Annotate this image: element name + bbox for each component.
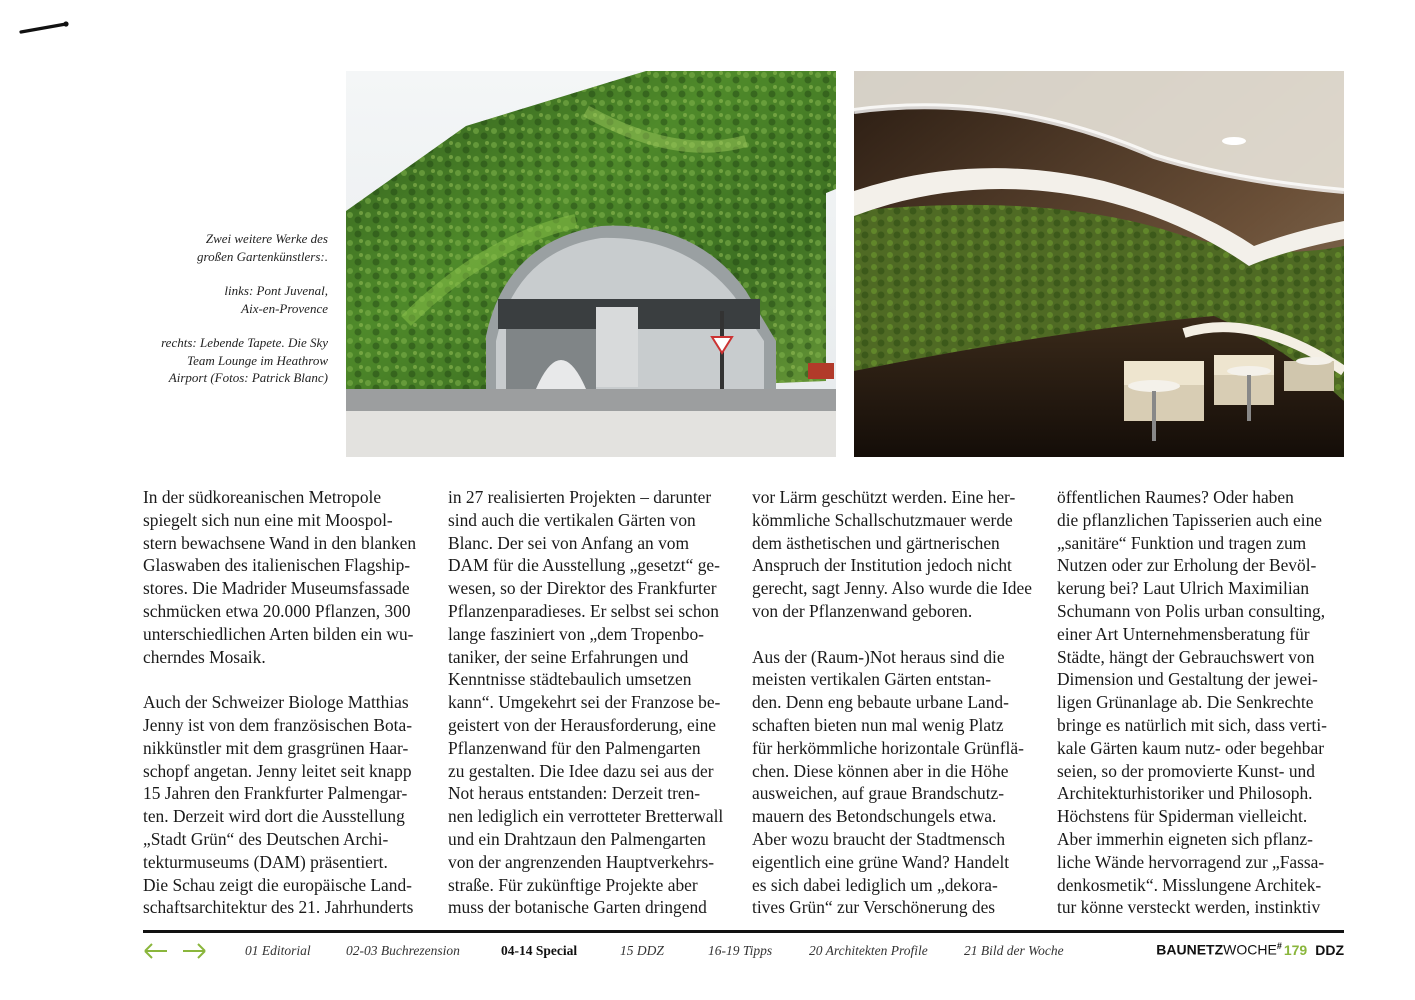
brand-logo <box>1156 941 1344 958</box>
arrow-right-icon[interactable] <box>183 944 205 958</box>
brand-name-rest: WOCHE <box>1223 941 1277 958</box>
caption-right: rechts: Lebende Tapete. Die Sky Team Lounge im Heathrow Airport (Fotos: Patrick Blanc) <box>161 335 328 385</box>
arrow-left-icon[interactable] <box>145 944 167 958</box>
image-caption <box>150 230 328 404</box>
nav-item-editorial[interactable]: 01 Editorial <box>245 943 311 958</box>
nav-item-buchrezension[interactable]: 02-03 Buchrezension <box>346 943 460 958</box>
text-column-3 <box>752 486 1042 942</box>
footer-divider <box>143 930 1344 933</box>
photo-pont-juvenal <box>346 71 836 457</box>
article-body <box>143 486 1343 918</box>
logo-mark-icon <box>18 18 72 38</box>
photo-sky-team-lounge <box>854 71 1344 457</box>
nav-item-architekten-profile[interactable]: 20 Architekten Profile <box>809 943 928 958</box>
footer-arrows <box>143 940 213 962</box>
caption-intro: Zwei weitere Werke des großen Gartenkünstlers:. <box>197 231 328 264</box>
paragraph: Auch der Schweizer Biologe Matthias Jenny ist von dem französischen Bota- nikkünstler mit dem grasgrünen Haar- schopf angetan. Jenny leitet seit knapp 15 Jahren den Frankfurter Palmengar- ten. Derzeit wird dort die Ausstellung „Stadt Grün“ des Deutschen Archi- tekturmuseums (DAM) präsentiert. Die Schau zeigt die europäische Land- schaftsarchitektur des 21. Jahrhunderts <box>143 692 414 918</box>
text-column-2 <box>448 486 738 942</box>
text-column-4 <box>1057 486 1347 942</box>
brand-mark: # <box>1276 941 1282 951</box>
paragraph: Aus der (Raum-)Not heraus sind die meisten vertikalen Gärten entstan- den. Denn eng bebaute urbane Land- schaften bieten nun mal wenig Platz für herkömmliche horizontale Grünflä- chen. Diese können aber in die Höhe ausweichen, auf graue Brandschutz- mauern des Betondschungels etwa. Aber wozu braucht der Stadtmensch eigentlich eine grüne Wand? Handelt es sich dabei lediglich um „dekora- tives Grün“ zur Verschönerung des <box>752 646 1024 918</box>
issue-number: 179 <box>1283 941 1308 958</box>
paragraph: öffentlichen Raumes? Oder haben die pflanzlichen Tapisserien auch eine „sanitäre“ Funktion und tragen zum Nutzen oder zur Erholung der Bevöl- kerung bei? Laut Ulrich Maximilian Schumann von Polis urban consulting, einer Art Unternehmensberatung für Städte, hängt der Gebrauchswert von Dimension und Gestaltung der jewei- ligen Grünanlage ab. Die Senkrechte bringe es natürlich mit sich, dass verti- kale Gärten kaum nutz- oder begehbar seien, so der promovierte Kunst- und Architekturhistoriker und Philosoph. Höchstens für Spiderman vielleicht. Aber immerhin eigneten sich pflanz- liche Wände hervorragend zur „Fassa- denkosmetik“. Misslungene Architek- tur könne versteckt werden, instinktiv <box>1057 487 1327 918</box>
footer-nav <box>143 938 1344 966</box>
nav-item-ddz[interactable]: 15 DDZ <box>620 943 664 958</box>
text-column-1 <box>143 486 433 942</box>
caption-left: links: Pont Juvenal, Aix-en-Provence <box>224 283 328 316</box>
brand-name-bold: BAUNETZ <box>1156 941 1224 958</box>
paragraph: in 27 realisierten Projekten – darunter sind auch die vertikalen Gärten von Blanc. Der sei von Anfang an vom DAM für die Ausstellung „gesetzt“ ge- wesen, so der Direktor des Frankfurter Pflanzenparadieses. Er selbst sei schon lange fasziniert von „dem Tropenbo- taniker, der seine Erfahrungen und Kenntnisse städtebaulich umsetzen kann“. Umgekehrt sei der Franzose be- geistert von der Herausforderung, eine Pflanzenwand für den Palmengarten zu gestalten. Die Idee dazu sei aus der Not heraus entstanden: Derzeit tren- nen lediglich ein verrotteter Bretterwall und ein Drahtzaun den Palmengarten von der angrenzenden Hauptverkehrs- straße. Für zukünftige Projekte aber muss der botanische Garten dringend <box>448 487 724 918</box>
paragraph: In der südkoreanischen Metropole spiegelt sich nun eine mit Moospol- stern bewachsene Wand in den blanken Glaswaben des italienischen Flagship- stores. Die Madrider Museumsfassade schmücken etwa 20.000 Pflanzen, 300 unterschiedlichen Arten bilden ein wu- cherndes Mosaik. <box>143 487 417 667</box>
nav-item-tipps[interactable]: 16-19 Tipps <box>708 943 773 958</box>
ddz-label: DDZ <box>1315 941 1344 958</box>
nav-item-bild-der-woche[interactable]: 21 Bild der Woche <box>964 943 1064 958</box>
nav-item-special[interactable]: 04-14 Special <box>501 943 578 958</box>
paragraph: vor Lärm geschützt werden. Eine her- kömmliche Schallschutzmauer werde dem ästhetischen und gärtnerischen Anspruch der Institution jedoch nicht gerecht, sagt Jenny. Also wurde die Idee von der Pflanzenwand geboren. <box>752 487 1032 621</box>
